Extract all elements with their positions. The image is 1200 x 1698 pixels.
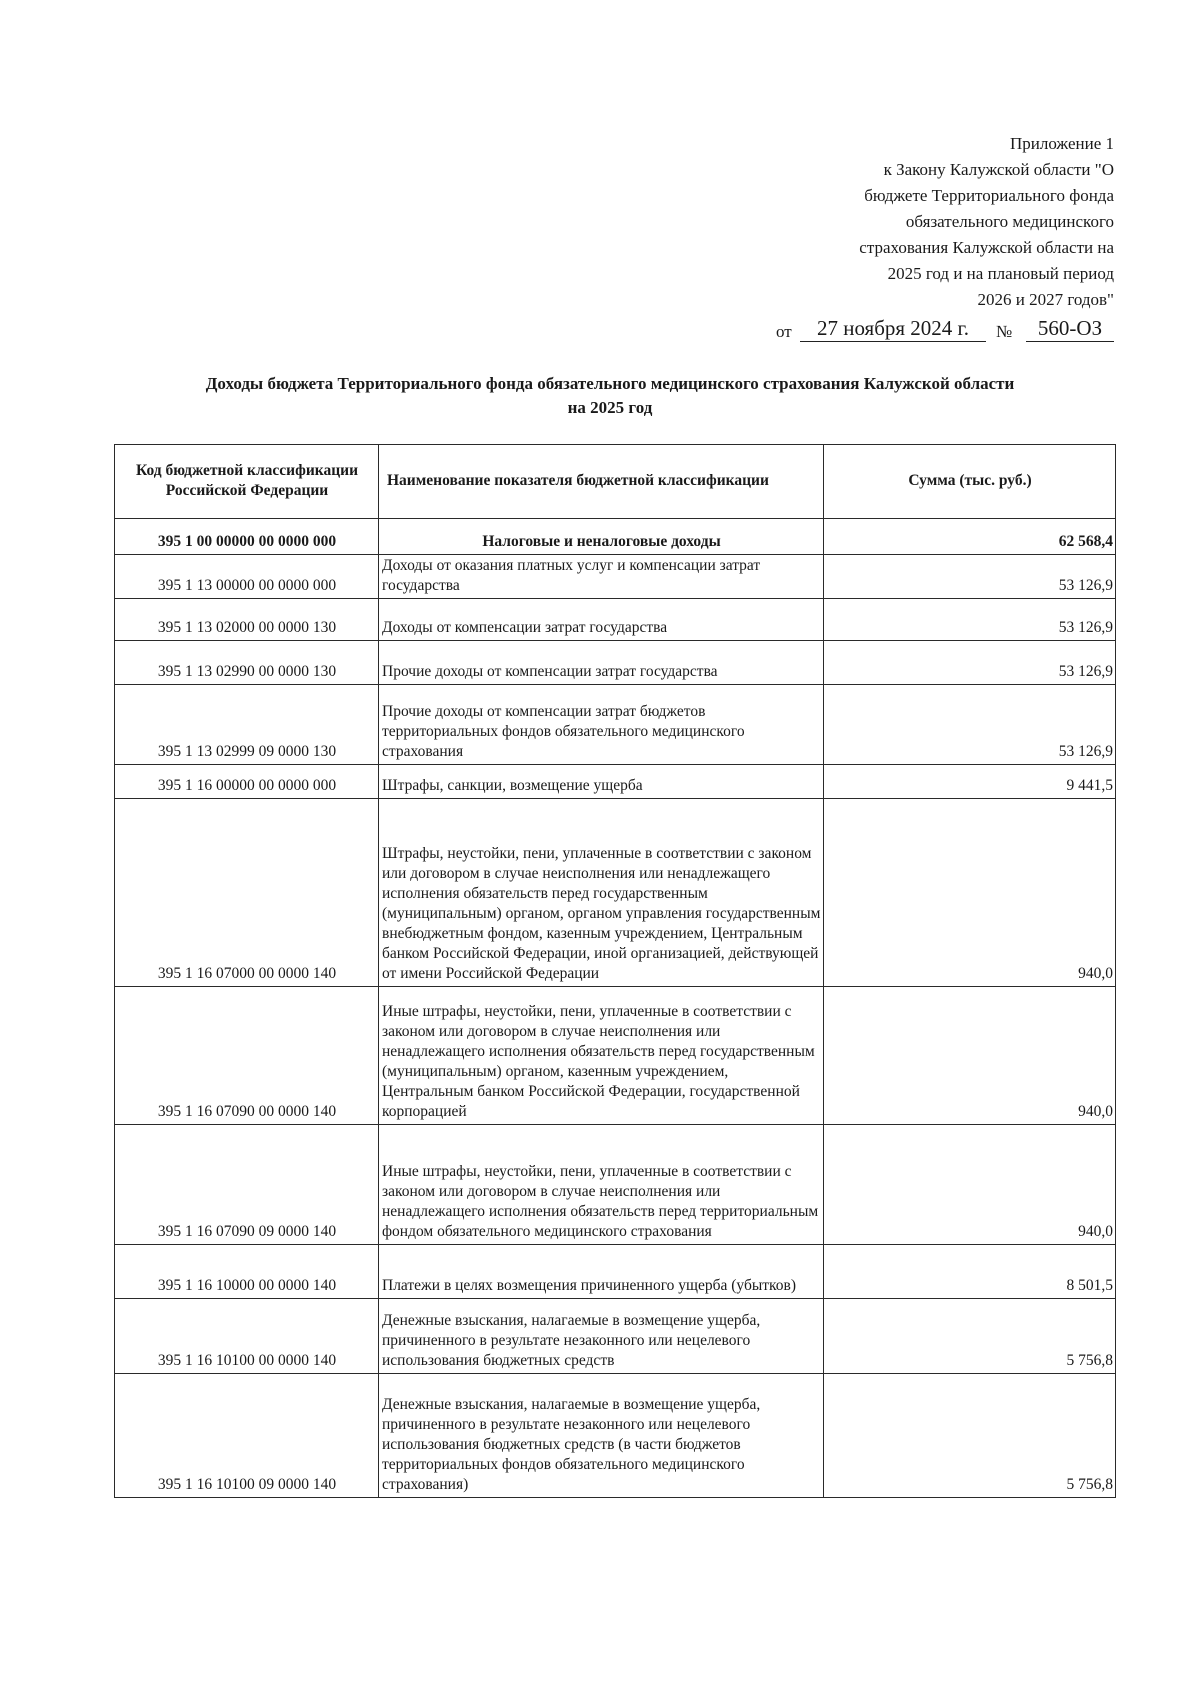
title-line: Доходы бюджета Территориального фонда обязательного медицинского страхования Калужской области xyxy=(205,374,1015,393)
row-amount: 62 568,4 xyxy=(824,519,1116,555)
row-amount: 5 756,8 xyxy=(824,1374,1116,1498)
table-row xyxy=(115,599,1116,641)
appendix-line: Приложение 1 xyxy=(1010,134,1114,153)
table-row xyxy=(115,765,1116,799)
row-amount: 940,0 xyxy=(824,1125,1116,1245)
income-table xyxy=(114,444,1116,1498)
table-row xyxy=(115,1299,1116,1374)
row-name: Иные штрафы, неустойки, пени, уплаченные в соответствии с законом или договором в случае неисполнения или ненадлежащего исполнения обязательств перед территориальным фондом обязательного медицинского страхования xyxy=(379,1125,824,1245)
document-reference xyxy=(776,312,1118,344)
document-date: 27 ноября 2024 г. xyxy=(800,316,986,342)
row-code: 395 1 13 02999 09 0000 130 xyxy=(115,685,379,765)
table-row xyxy=(115,685,1116,765)
table-row xyxy=(115,799,1116,987)
row-code: 395 1 16 07090 00 0000 140 xyxy=(115,987,379,1125)
row-code: 395 1 16 10100 09 0000 140 xyxy=(115,1374,379,1498)
table-row xyxy=(115,641,1116,685)
row-amount: 8 501,5 xyxy=(824,1245,1116,1299)
row-code: 395 1 13 02990 00 0000 130 xyxy=(115,641,379,685)
title-line: на 2025 год xyxy=(567,398,653,417)
row-name: Штрафы, неустойки, пени, уплаченные в соответствии с законом или договором в случае неисполнения или ненадлежащего исполнения обязательств перед государственным (муниципальным) органом, органом управления государственным внебюджетным фондом, казенным учреждением, Центральным банком Российской Федерации, иной организацией, действующей от имени Российской Федерации xyxy=(379,799,824,987)
row-code: 395 1 16 07000 00 0000 140 xyxy=(115,799,379,987)
row-code: 395 1 13 00000 00 0000 000 xyxy=(115,555,379,599)
row-amount: 53 126,9 xyxy=(824,599,1116,641)
from-label: от xyxy=(776,322,792,341)
row-code: 395 1 16 07090 09 0000 140 xyxy=(115,1125,379,1245)
table-header-row xyxy=(115,445,1116,519)
row-amount: 940,0 xyxy=(824,799,1116,987)
table-row xyxy=(115,519,1116,555)
row-code: 395 1 16 00000 00 0000 000 xyxy=(115,765,379,799)
row-code: 395 1 16 10000 00 0000 140 xyxy=(115,1245,379,1299)
row-name: Доходы от компенсации затрат государства xyxy=(379,599,824,641)
row-code: 395 1 16 10100 00 0000 140 xyxy=(115,1299,379,1374)
row-amount: 53 126,9 xyxy=(824,555,1116,599)
row-name: Платежи в целях возмещения причиненного ущерба (убытков) xyxy=(379,1245,824,1299)
table-row xyxy=(115,1374,1116,1498)
appendix-line: к Закону Калужской области "О xyxy=(883,160,1114,179)
row-name: Налоговые и неналоговые доходы xyxy=(379,519,824,555)
row-name: Доходы от оказания платных услуг и компенсации затрат государства xyxy=(379,555,824,599)
row-name: Прочие доходы от компенсации затрат бюджетов территориальных фондов обязательного медицинского страхования xyxy=(379,685,824,765)
number-label: № xyxy=(996,322,1013,341)
appendix-header xyxy=(794,131,1114,313)
header-amount: Сумма (тыс. руб.) xyxy=(824,445,1116,519)
appendix-line: бюджете Территориального фонда xyxy=(864,186,1114,205)
row-name: Денежные взыскания, налагаемые в возмещение ущерба, причиненного в результате незаконного или нецелевого использования бюджетных средств (в части бюджетов территориальных фондов обязательного медицинского страхования) xyxy=(379,1374,824,1498)
row-code: 395 1 13 02000 00 0000 130 xyxy=(115,599,379,641)
appendix-line: страхования Калужской области на xyxy=(859,238,1114,257)
row-name: Денежные взыскания, налагаемые в возмещение ущерба, причиненного в результате незаконного или нецелевого использования бюджетных средств xyxy=(379,1299,824,1374)
table-row xyxy=(115,1245,1116,1299)
table-row xyxy=(115,1125,1116,1245)
row-name: Прочие доходы от компенсации затрат государства xyxy=(379,641,824,685)
appendix-line: 2025 год и на плановый период xyxy=(887,264,1114,283)
row-amount: 5 756,8 xyxy=(824,1299,1116,1374)
row-amount: 9 441,5 xyxy=(824,765,1116,799)
row-amount: 940,0 xyxy=(824,987,1116,1125)
appendix-line: обязательного медицинского xyxy=(905,212,1114,231)
row-code: 395 1 00 00000 00 0000 000 xyxy=(115,519,379,555)
row-name: Иные штрафы, неустойки, пени, уплаченные в соответствии с законом или договором в случае неисполнения или ненадлежащего исполнения обязательств перед государственным (муниципальным) органом, казенным учреждением, Центральным банком Российской Федерации, государственной корпорацией xyxy=(379,987,824,1125)
document-number: 560-ОЗ xyxy=(1026,316,1114,342)
appendix-line: 2026 и 2027 годов" xyxy=(977,290,1114,309)
table-row xyxy=(115,555,1116,599)
page-title xyxy=(110,372,1110,420)
row-name: Штрафы, санкции, возмещение ущерба xyxy=(379,765,824,799)
table-row xyxy=(115,987,1116,1125)
header-name: Наименование показателя бюджетной классификации xyxy=(379,445,824,519)
header-code: Код бюджетной классификации Российской Федерации xyxy=(115,445,379,519)
row-amount: 53 126,9 xyxy=(824,685,1116,765)
row-amount: 53 126,9 xyxy=(824,641,1116,685)
